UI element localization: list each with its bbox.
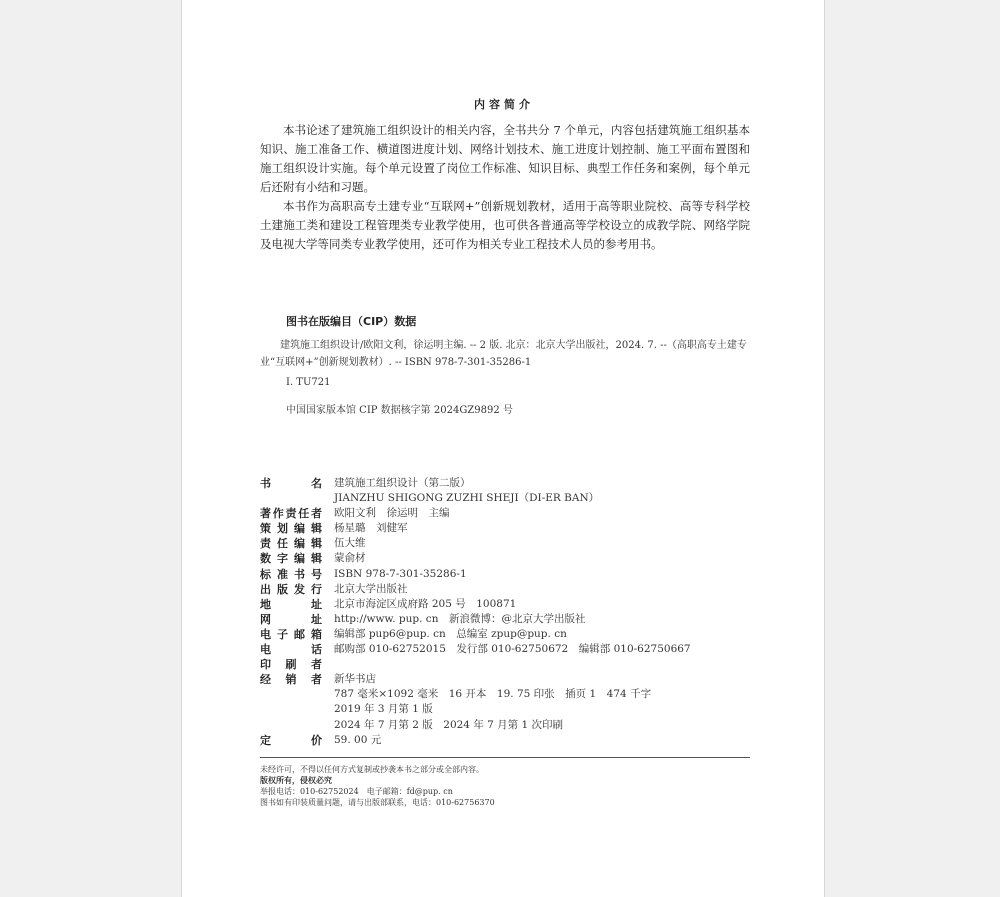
book-info-value: 邮购部 010-62752015 发行部 010-62750672 编辑部 010-62750667 (334, 643, 691, 656)
book-info-label (260, 702, 322, 717)
book-info-label (260, 687, 322, 702)
book-info-label: 印 刷 者 (260, 658, 322, 672)
book-info-value: http://www. pup. cn 新浪微博：@北京大学出版社 (334, 612, 586, 625)
book-info-label: 标 准 书 号 (260, 567, 322, 581)
book-info-label: 策 划 编 辑 (260, 522, 322, 536)
book-info-row (260, 491, 750, 506)
copyright-line: 未经许可，不得以任何方式复制或抄袭本书之部分或全部内容。 (260, 765, 484, 774)
cip-record (260, 337, 750, 371)
book-info-row (260, 702, 750, 717)
book-info-value: 59. 00 元 (334, 733, 382, 746)
book-info-row (260, 521, 750, 536)
report-contact-line: 举报电话：010-62752024 电子邮箱：fd@pup. cn (260, 787, 453, 796)
book-info-value: 编辑部 pup6@pup. cn 总编室 zpup@pup. cn (334, 627, 567, 640)
book-info-row (260, 567, 750, 582)
cip-heading: 图书在版编目（CIP）数据 (286, 315, 417, 328)
book-info-label: 著 作 责 任 者 (260, 507, 322, 521)
book-info-value: 北京大学出版社 (334, 582, 408, 595)
book-info-value: 2019 年 3 月第 1 版 (334, 703, 433, 716)
book-info-row (260, 476, 750, 491)
book-info-value: ISBN 978-7-301-35286-1 (334, 567, 467, 580)
book-info-row (260, 657, 750, 672)
cip-record-text: 建筑施工组织设计/欧阳文利，徐运明主编. -- 2 版. 北京：北京大学出版社，2024. 7. --（高职高专土建专业“互联网+”创新规划教材）. -- ISBN 978-7-301-35286-1 (260, 340, 747, 368)
book-info-label: 电 子 邮 箱 (260, 627, 322, 641)
book-info-row (260, 597, 750, 612)
book-info-value: 欧阳文利 徐运明 主编 (334, 507, 450, 520)
copyright-line-bold: 版权所有，侵权必究 (260, 776, 332, 785)
book-info-value: 北京市海淀区成府路 205 号 100871 (334, 597, 517, 610)
cip-number: 中国国家版本馆 CIP 数据核字第 2024GZ9892 号 (286, 405, 513, 416)
book-info-value: 新华书店 (334, 673, 376, 686)
book-info-label: 定 价 (260, 733, 322, 747)
book-info-row (260, 718, 750, 733)
document-page (181, 0, 825, 897)
book-info-value: 建筑施工组织设计（第二版） (334, 477, 471, 489)
copyright-notice (260, 764, 495, 808)
book-info-row (260, 687, 750, 702)
book-info-label: 出 版 发 行 (260, 582, 322, 596)
book-info-value: JIANZHU SHIGONG ZUZHI SHEJI（DI-ER BAN） (334, 492, 600, 505)
intro-text (260, 121, 750, 254)
book-info-label (260, 718, 322, 733)
book-info-row (260, 551, 750, 566)
quality-contact-line: 图书如有印装质量问题，请与出版部联系，电话：010-62756370 (260, 798, 495, 807)
book-info-label: 电 话 (260, 643, 322, 657)
book-info-label: 网 址 (260, 612, 322, 626)
book-info-value: 伍大维 (334, 537, 366, 550)
book-info-row (260, 672, 750, 687)
book-info-row (260, 506, 750, 521)
book-info-row (260, 536, 750, 551)
book-info-table (260, 476, 750, 748)
book-info-label: 数 字 编 辑 (260, 552, 322, 566)
book-info-label: 地 址 (260, 597, 322, 611)
book-info-row (260, 733, 750, 748)
book-info-label: 责 任 编 辑 (260, 537, 322, 551)
intro-title: 内容简介 (474, 98, 534, 111)
book-info-label (260, 491, 322, 506)
book-info-row (260, 582, 750, 597)
book-info-value: 2024 年 7 月第 2 版 2024 年 7 月第 1 次印刷 (334, 718, 564, 731)
book-info-value: 杨星璐 刘健军 (334, 522, 408, 535)
footer-divider (260, 757, 750, 758)
book-info-row (260, 642, 750, 657)
cip-classification: Ⅰ. TU721 (286, 377, 331, 388)
intro-paragraph: 本书作为高职高专土建专业“互联网+”创新规划教材，适用于高等职业院校、高等专科学校土建施工类和建设工程管理类专业教学使用，也可供各普通高等学校设立的成教学院、网络学院及电视大学等同类专业教学使用，还可作为相关专业工程技术人员的参考用书。 (260, 199, 750, 251)
book-info-row (260, 627, 750, 642)
intro-paragraph: 本书论述了建筑施工组织设计的相关内容，全书共分 7 个单元，内容包括建筑施工组织基本知识、施工准备工作、横道图进度计划、网络计划技术、施工进度计划控制、施工平面布置图和施工组织设计实施。每个单元设置了岗位工作标准、知识目标、典型工作任务和案例，每个单元后还附有小结和习题。 (260, 123, 750, 194)
book-info-label: 书 名 (260, 477, 322, 490)
book-info-row (260, 612, 750, 627)
book-info-value: 787 毫米×1092 毫米 16 开本 19. 75 印张 插页 1 474 千字 (334, 688, 652, 701)
book-info-label: 经 销 者 (260, 673, 322, 687)
book-info-value: 蒙俞材 (334, 552, 366, 565)
